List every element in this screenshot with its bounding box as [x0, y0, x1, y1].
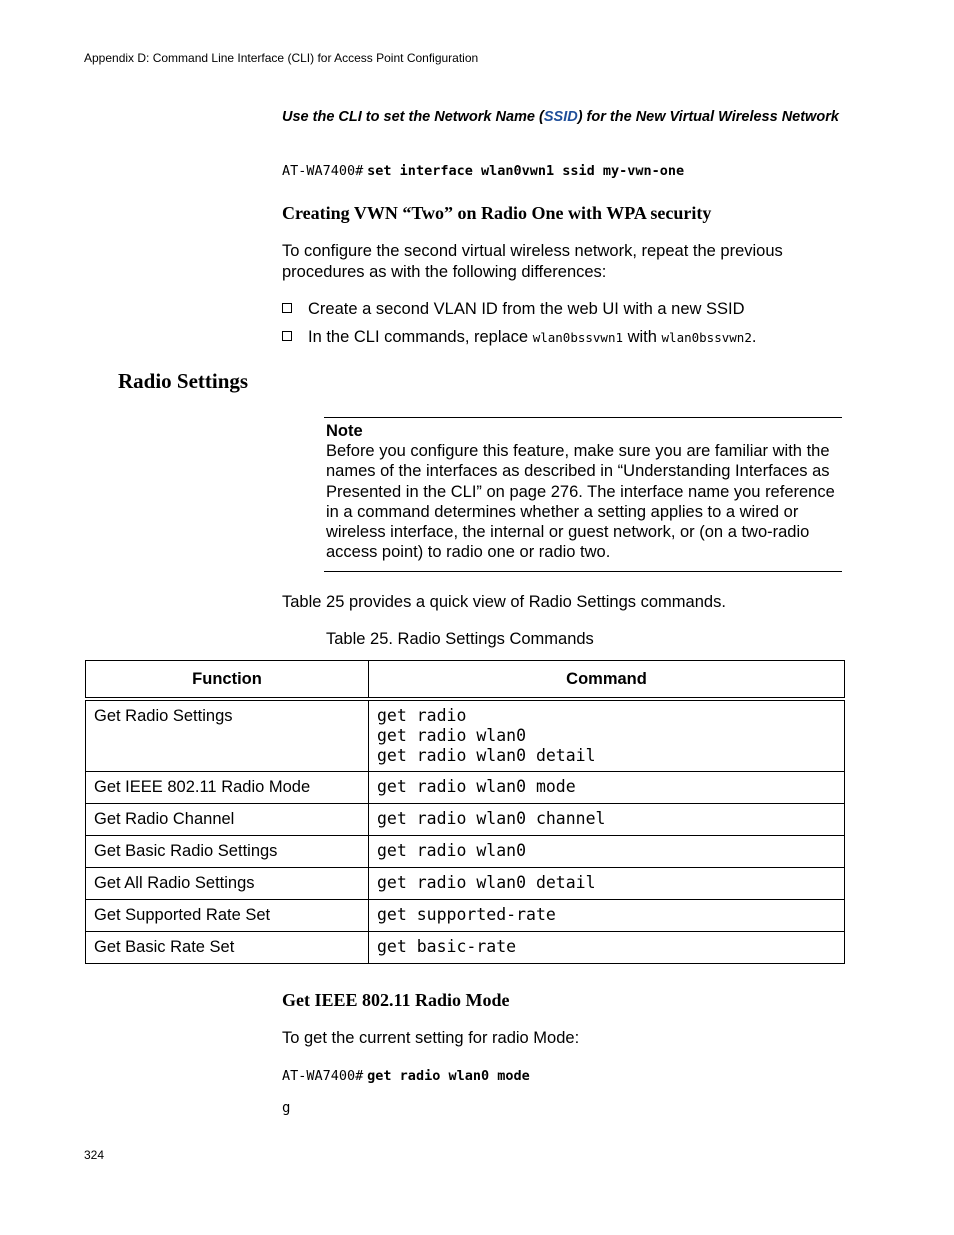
bullet-text: Create a second VLAN ID from the web UI with a new SSID — [308, 300, 745, 318]
cli-prompt: AT-WA7400# — [282, 1068, 364, 1084]
cli-example-radio-mode — [282, 1067, 530, 1084]
note-box — [324, 417, 842, 572]
command-cell: get basic-rate — [369, 931, 845, 963]
table-row — [86, 771, 845, 803]
command-line: get radio wlan0 detail — [377, 746, 596, 765]
running-head: Appendix D: Command Line Interface (CLI) for Access Point Configuration — [84, 51, 479, 65]
procedure-title-part1: Use the CLI to set the Network Name ( — [282, 109, 544, 125]
table-intro: Table 25 provides a quick view of Radio Settings commands. — [282, 593, 726, 611]
table-caption: Table 25. Radio Settings Commands — [326, 630, 594, 648]
checkbox-bullet-icon — [282, 303, 292, 313]
table-header-row — [86, 661, 845, 700]
function-cell: Get Radio Channel — [86, 803, 369, 835]
function-cell: Get Radio Settings — [86, 699, 369, 771]
function-cell: Get IEEE 802.11 Radio Mode — [86, 771, 369, 803]
cli-output: g — [282, 1100, 291, 1116]
command-cell: get radio wlan0 mode — [369, 771, 845, 803]
procedure-title — [282, 108, 842, 127]
function-cell: Get Basic Radio Settings — [86, 835, 369, 867]
function-cell: Get All Radio Settings — [86, 867, 369, 899]
table-row — [86, 867, 845, 899]
radio-mode-intro: To get the current setting for radio Mode: — [282, 1029, 580, 1047]
command-line: get radio wlan0 — [377, 726, 527, 745]
radio-settings-table — [85, 660, 845, 964]
cli-example-ssid — [282, 162, 684, 179]
note-body: Before you configure this feature, make sure you are familiar with the names of the interfaces as described in “Understanding Interfaces as Presented in the CLI” on page 276. The interface name you reference in a command determines whether a setting applies to a wired or wireless interface, the internal or guest network, or (on a two-radio access point) to radio one or radio two. — [326, 442, 835, 562]
command-cell: get radio wlan0 — [369, 835, 845, 867]
cli-command: get radio wlan0 mode — [367, 1068, 530, 1084]
command-line: get radio — [377, 706, 467, 725]
bullet-item — [282, 327, 756, 349]
inline-code: wlan0bssvwn2 — [661, 330, 752, 345]
column-header-function: Function — [86, 661, 369, 700]
table-row — [86, 931, 845, 963]
bullet-text-suffix: . — [751, 328, 757, 346]
note-label: Note — [326, 422, 363, 440]
section-heading-vwn-two: Creating VWN “Two” on Radio One with WPA security — [282, 203, 712, 223]
command-cell: get radio wlan0 channel — [369, 803, 845, 835]
bullet-text-prefix: In the CLI commands, replace — [308, 328, 533, 346]
function-cell: Get Basic Rate Set — [86, 931, 369, 963]
command-cell: get supported-rate — [369, 899, 845, 931]
bullet-text-mid: with — [623, 328, 662, 346]
section-heading-radio-settings: Radio Settings — [118, 369, 249, 393]
inline-code: wlan0bssvwn1 — [532, 330, 624, 345]
procedure-title-part2: ) for the New Virtual Wireless Network — [577, 109, 839, 125]
page-number: 324 — [84, 1148, 105, 1162]
table-row — [86, 899, 845, 931]
checkbox-bullet-icon — [282, 331, 292, 341]
function-cell: Get Supported Rate Set — [86, 899, 369, 931]
command-cell — [369, 699, 845, 771]
table-row — [86, 699, 845, 771]
bullet-item — [282, 299, 745, 320]
command-cell: get radio wlan0 detail — [369, 867, 845, 899]
column-header-command: Command — [369, 661, 845, 700]
cli-command: set interface wlan0vwn1 ssid my-vwn-one — [367, 163, 685, 179]
ssid-link[interactable]: SSID — [543, 109, 578, 125]
table-row — [86, 803, 845, 835]
section-heading-radio-mode: Get IEEE 802.11 Radio Mode — [282, 990, 510, 1010]
table-row — [86, 835, 845, 867]
cli-prompt: AT-WA7400# — [282, 163, 364, 179]
vwn-two-intro: To configure the second virtual wireless network, repeat the previous procedures as with the following differences: — [282, 242, 783, 281]
